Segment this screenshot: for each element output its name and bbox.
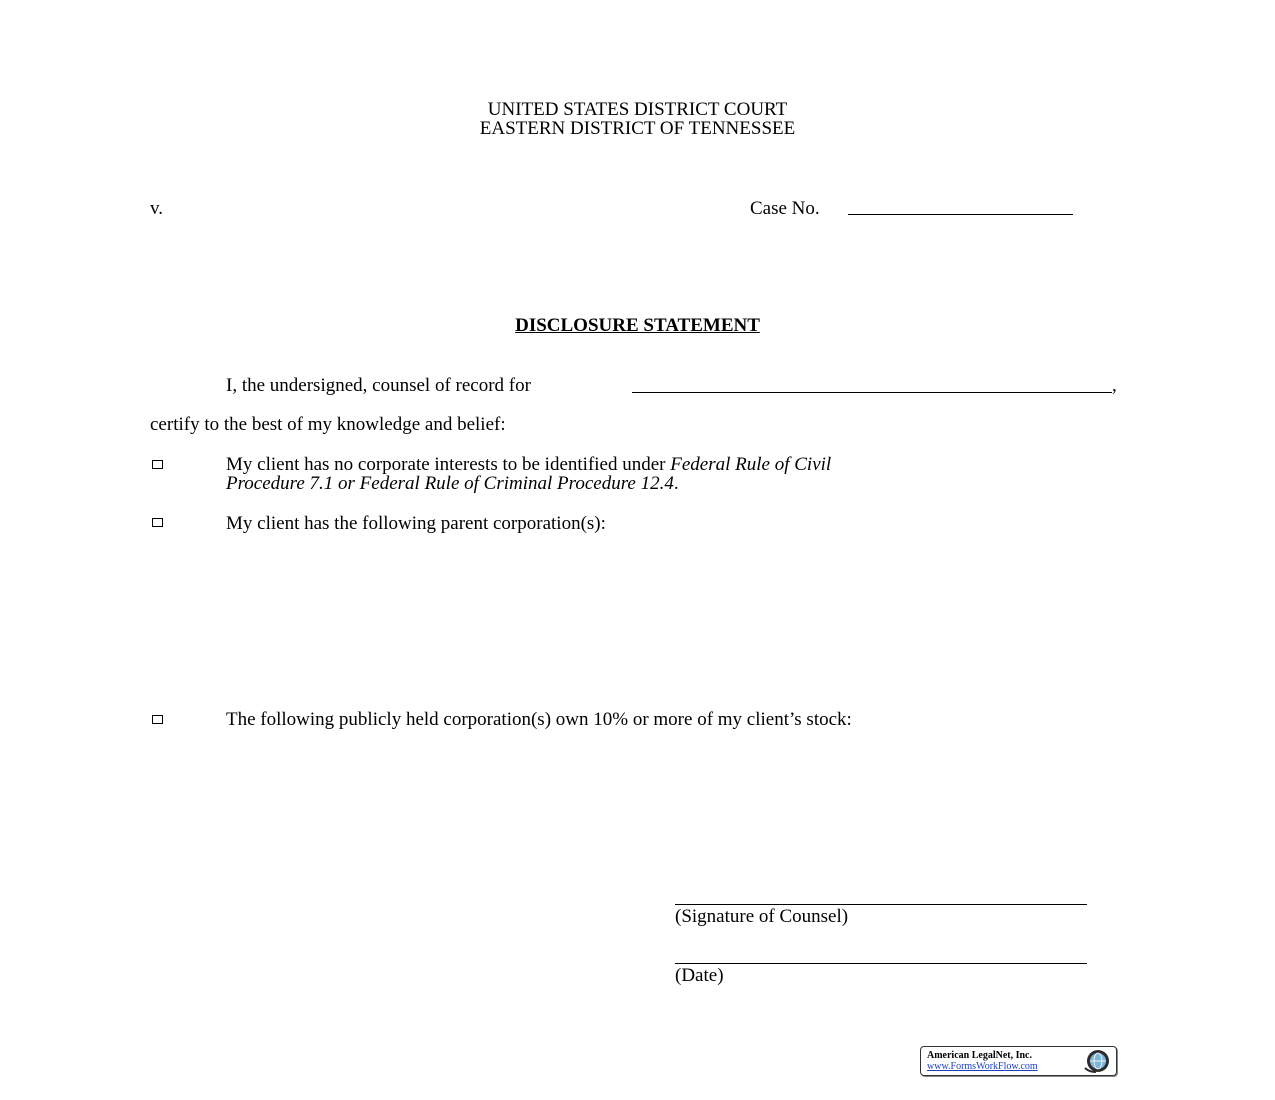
american-legalnet-logo[interactable]: [920, 1046, 1117, 1076]
court-name: UNITED STATES DISTRICT COURT: [487, 99, 788, 120]
parent-corporation-checkbox[interactable]: [152, 518, 163, 527]
certify-text: certify to the best of my knowledge and belief:: [150, 414, 506, 435]
court-district: EASTERN DISTRICT OF TENNESSEE: [479, 118, 796, 139]
date-line[interactable]: [675, 963, 1087, 964]
case-number-field[interactable]: [848, 214, 1073, 215]
option-1-rule-1: Federal Rule of Civil: [670, 454, 832, 475]
signature-of-counsel-label: (Signature of Counsel): [675, 906, 849, 927]
logo-url-link[interactable]: www.FormsWorkFlow.com: [927, 1061, 1038, 1072]
option-publicly-held-corporation: The following publicly held corporation(s) own 10% or more of my client’s stock:: [226, 709, 852, 730]
counsel-of-record-text: I, the undersigned, counsel of record for: [226, 375, 531, 396]
court-header: [0, 100, 1275, 138]
date-label: (Date): [675, 965, 724, 986]
option-no-corporate-interests: [226, 455, 831, 475]
client-name-field[interactable]: [632, 392, 1112, 393]
globe-icon: [1079, 1048, 1113, 1074]
logo-company-name: American LegalNet, Inc.: [927, 1050, 1032, 1061]
document-title: DISCLOSURE STATEMENT: [515, 315, 760, 336]
publicly-held-corporation-checkbox[interactable]: [152, 715, 163, 724]
option-1-rule-2: Procedure 7.1 or Federal Rule of Criminal Procedure 12.4: [226, 473, 674, 494]
option-parent-corporation: My client has the following parent corporation(s):: [226, 513, 606, 534]
option-1-period: .: [673, 473, 679, 494]
signature-line[interactable]: [675, 904, 1087, 905]
option-no-corporate-interests-line2: [226, 474, 679, 494]
case-number-label: Case No.: [750, 198, 820, 219]
comma: ,: [1112, 375, 1117, 396]
versus-label: v.: [150, 198, 164, 219]
no-corporate-interests-checkbox[interactable]: [152, 460, 163, 469]
option-1-text: My client has no corporate interests to be identified under: [226, 454, 671, 475]
